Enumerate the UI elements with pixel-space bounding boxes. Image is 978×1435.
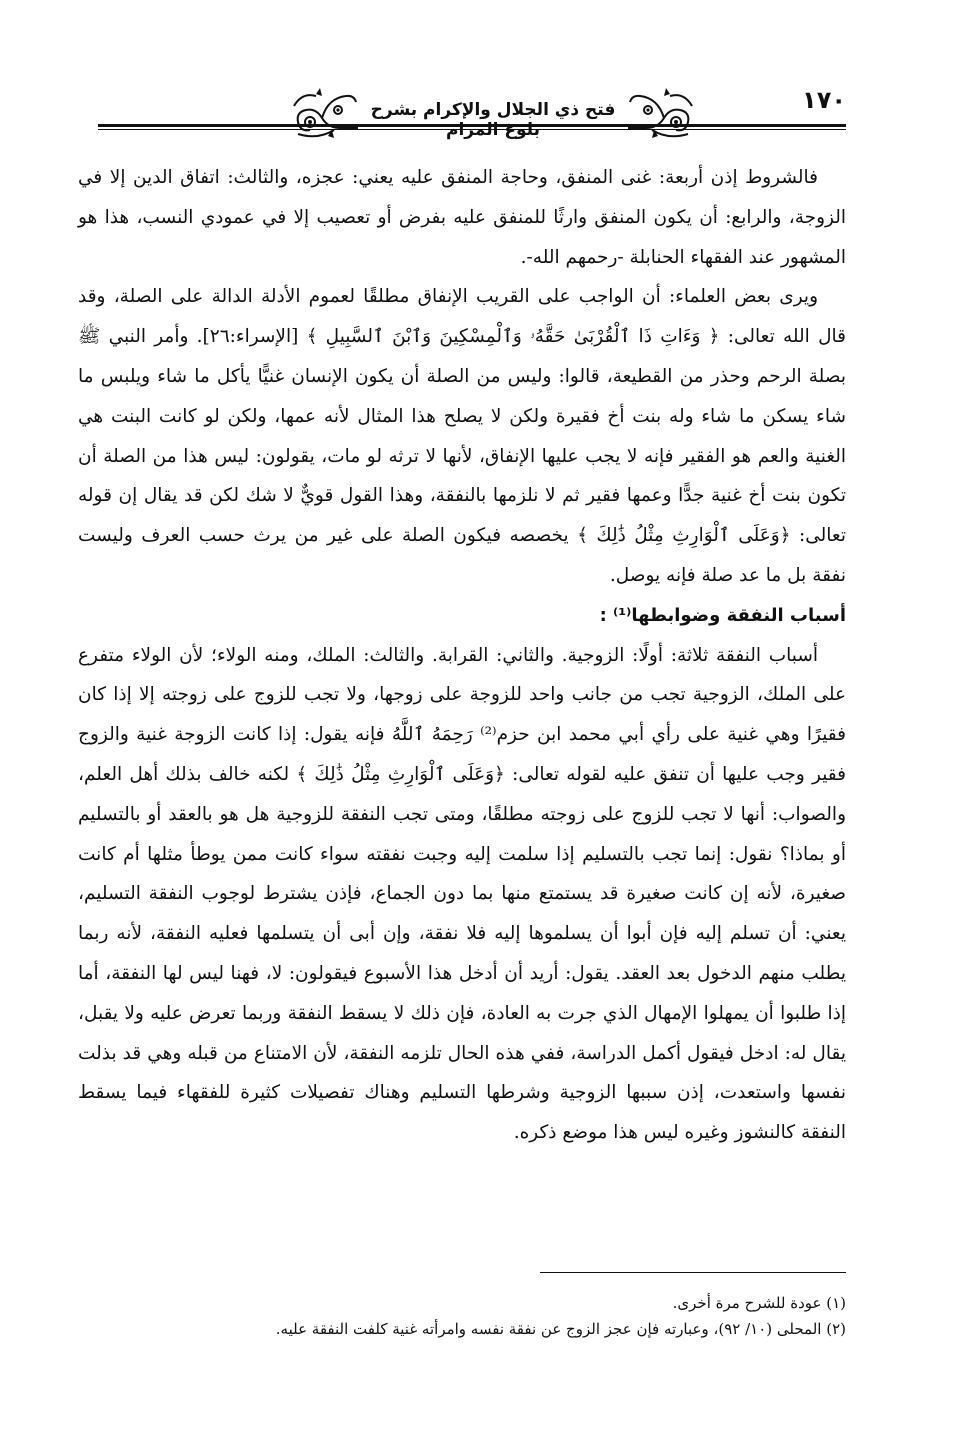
- paragraph-causes: أسباب النفقة ثلاثة: أولًا: الزوجية. والثاني: القرابة. والثالث: الملك، ومنه الولاء؛ لأن الولاء متفرع على الملك، الزوجية تجب من جانب واحد للزوجة على زوجها، ولا تجب للزوج على زوجته إلا إذا كان فقيرًا وهي غنية على رأي أبي محمد ابن حزم⁽²⁾ رَحِمَهُ ٱللَّهُ فإنه يقول: إذا كانت الزوجة غنية والزوج فقير وجب عليها أن تنفق عليه لقوله تعالى: ﴿وَعَلَى ٱلْوَارِثِ مِثْلُ ذَٰلِكَ ﴾ لكنه خالف بذلك أهل العلم، والصواب: أنها لا تجب للزوج على زوجته مطلقًا، ومتى تجب النفقة للزوجية هل هو بالعقد أو بالتسليم أو بماذا؟ نقول: إنما تجب بالتسليم إذا سلمت إليه وجبت نفقته سواء كانت ممن يوطأ مثلها أم كانت صغيرة، لأنه إن كانت صغيرة قد يستمتع منها بما دون الجماع، فإذن يشترط لوجوب النفقة التسليم، يعني: أن تسلم إليه فإن أبوا أن يسلموها إليه فلا نفقة، وإن أبى أن يتسلمها فعليه النفقة، لأنه ربما يطلب منهم الدخول بعد العقد. يقول: أريد أن أدخل هذا الأسبوع فيقولون: لا، فهنا ليس لها النفقة، أما إذا طلبوا أن يمهلوا الإمهال الذي جرت به العادة، فإن ذلك لا يسقط النفقة وربما تعرض عليه ولا يقبل، يقال له: ادخل فيقول أكمل الدراسة، ففي هذه الحال تلزمه النفقة، لأن الامتناع من قبله وهي قد بذلت نفسها واستعدت، إذن سببها الزوجية وشرطها التسليم وهناك تفصيلات كثيرة للفقهاء فيما يسقط النفقة كالنشوز وغيره ليس هذا موضع ذكره.: [78, 644, 846, 1144]
- book-title: فتح ذي الجلال والإكرام بشرح بلوغ المرام: [370, 100, 616, 140]
- left-ornament-icon: [288, 86, 360, 140]
- footnote-2: (٢) المحلى (١٠/ ٩٢)، وعبارته فإن عجز الزوج عن نفقة نفسه وامرأته غنية كلفت النفقة عليه.: [275, 1320, 846, 1338]
- paragraph-scholars-view: ويرى بعض العلماء: أن الواجب على القريب الإنفاق مطلقًا لعموم الأدلة الدالة على الصلة، وقد قال الله تعالى: ﴿ وَءَاتِ ذَا ٱلْقُرْبَىٰ حَقَّهُۥ وَٱلْمِسْكِينَ وَٱبْنَ ٱلسَّبِيلِ ﴾ [الإسراء:٢٦]. وأمر النبي ﷺ بصلة الرحم وحذر من القطيعة، قالوا: وليس من الصلة أن يكون الإنسان غنيًّا يأكل ما شاء ويلبس ما شاء يسكن ما شاء وله بنت أخ فقيرة ولكن لا يصلح هذا المثال لأنه عمها، ولكن لو كانت البنت هي الغنية والعم هو الفقير فإنه لا يجب عليها الإنفاق، لأنها لا ترثه لو مات، يقولون: ليس هذا من الصلة أن تكون بنت أخ غنية جدًّا وعمها فقير ثم لا نلزمها بالنفقة، وهذا القول قويٌّ لا شك لكن قد يقال إن قوله تعالى: ﴿وَعَلَى ٱلْوَارِثِ مِثْلُ ذَٰلِكَ ﴾ يخصصه فيكون الصلة على غير من يرث حسب العرف وليست نفقة بل ما عد صلة فإنه يوصل.: [78, 286, 846, 586]
- main-text: [78, 158, 846, 1153]
- page-header: [98, 82, 846, 140]
- footnotes: [130, 1290, 846, 1342]
- paragraph-conditions: فالشروط إذن أربعة: غنى المنفق، وحاجة المنفق عليه يعني: عجزه، والثالث: اتفاق الدين إلا في الزوجة، والرابع: أن يكون المنفق وارثًا للمنفق عليه بفرض أو تعصيب إلا في عمودي النسب، هذا هو المشهور عند الفقهاء الحنابلة -رحمهم الله-.: [78, 167, 846, 268]
- section-heading: أسباب النفقة وضوابطها⁽¹⁾ :: [599, 604, 846, 626]
- header-rule: [98, 124, 846, 130]
- right-ornament-icon: [626, 86, 698, 140]
- footnote-1: (١) عودة للشرح مرة أخرى.: [672, 1294, 846, 1312]
- page-number: ١٧٠: [802, 86, 846, 114]
- footnote-rule: [540, 1272, 846, 1273]
